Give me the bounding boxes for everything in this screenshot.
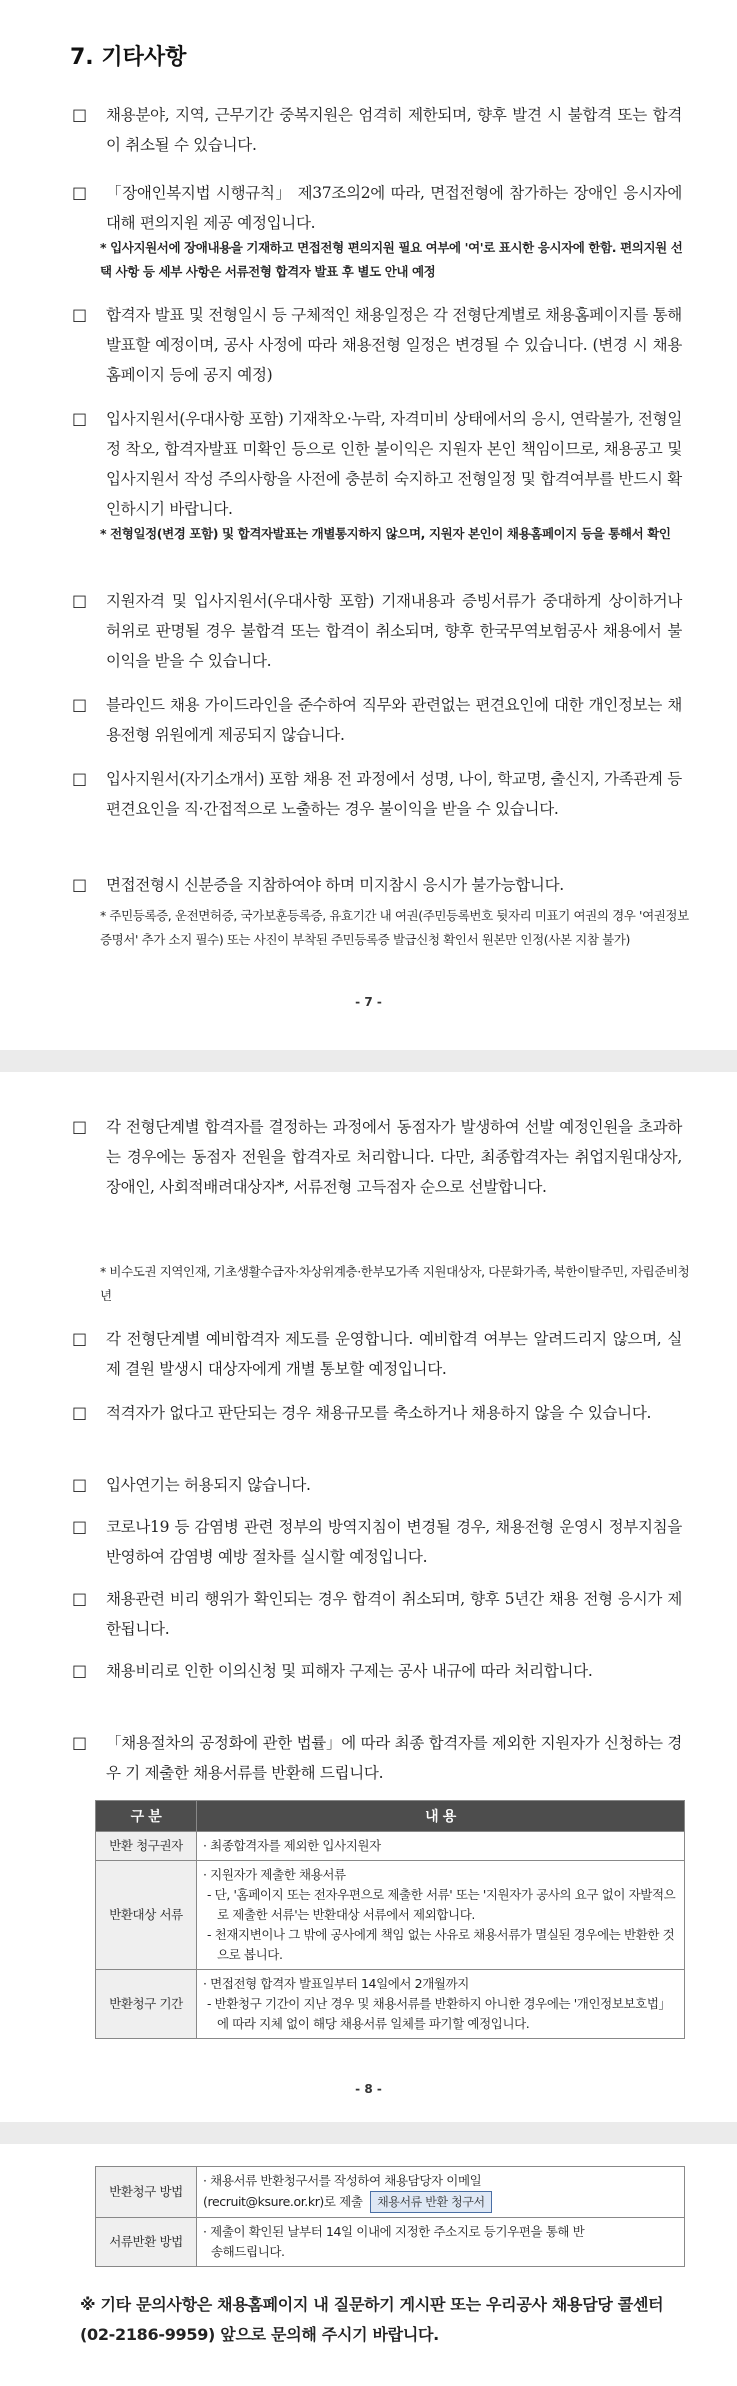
- checkbox-bullet: □: [72, 1117, 87, 1136]
- row-line: · 면접전형 합격자 발표일부터 14일에서 2개월까지: [203, 1976, 469, 1991]
- row-label: 반환 청구권자: [96, 1832, 197, 1861]
- note: * 비수도권 지역인재, 기초생활수급자·차상위계층·한부모가족 지원대상자, 다문화가족, 북한이탈주민, 자립준비청년: [100, 1264, 690, 1303]
- checkbox-bullet: □: [72, 695, 87, 714]
- item-text: 합격자 발표 및 전형일시 등 구체적인 채용일정은 각 전형단계별로 채용홈페이지를 통해 발표할 예정이며, 공사 사정에 따라 채용전형 일정은 변경될 수 있습니다. (변경 시 채용홈페이지 등에 공지 예정): [106, 306, 682, 384]
- note: * 입사지원서에 장애내용을 기재하고 면접전형 편의지원 필요 여부에 '여'로 표시한 응시자에 한함. 편의지원 선택 사항 등 세부 사항은 서류전형 합격자 발표 후 별도 안내 예정: [100, 240, 683, 279]
- table-header-content: 내 용: [197, 1801, 685, 1832]
- checkbox-bullet: □: [72, 769, 87, 788]
- table-header-category: 구 분: [96, 1801, 197, 1832]
- list-item: [72, 1512, 682, 1572]
- list-item: [72, 404, 682, 524]
- item-text: 각 전형단계별 예비합격자 제도를 운영합니다. 예비합격 여부는 알려드리지 않으며, 실제 결원 발생시 대상자에게 개별 통보할 예정입니다.: [106, 1330, 682, 1378]
- checkbox-bullet: □: [72, 1589, 87, 1608]
- item-text: 「장애인복지법 시행규칙」 제37조의2에 따라, 면접전형에 참가하는 장애인 응시자에 대해 편의지원 제공 예정입니다.: [106, 184, 682, 232]
- list-item: [72, 100, 682, 160]
- row-content: [197, 1832, 685, 1861]
- checkbox-bullet: □: [72, 1517, 87, 1536]
- list-item: [72, 1112, 682, 1202]
- row-label: 반환청구 기간: [96, 1970, 197, 2039]
- table-row: [96, 2167, 685, 2218]
- item-text: 지원자격 및 입사지원서(우대사항 포함) 기재내용과 증빙서류가 중대하게 상이하거나 허위로 판명될 경우 불합격 또는 합격이 취소되며, 향후 한국무역보험공사 채용에서 불이익을 받을 수 있습니다.: [106, 592, 682, 670]
- list-item: [72, 178, 682, 238]
- row-line: - 반환청구 기간이 지난 경우 및 채용서류를 반환하지 아니한 경우에는 '개인정보보호법」에 따라 지체 없이 해당 채용서류 일체를 파기할 예정입니다.: [207, 1996, 671, 2031]
- checkbox-bullet: □: [72, 1733, 87, 1752]
- table-row: [96, 1832, 685, 1861]
- row-line: · 지원자가 제출한 채용서류: [203, 1867, 346, 1882]
- page-separator: [0, 2122, 737, 2144]
- list-item: [72, 1398, 682, 1428]
- item-text: 입사지원서(우대사항 포함) 기재착오·누락, 자격미비 상태에서의 응시, 연락불가, 전형일정 착오, 합격자발표 미확인 등으로 인한 불이익은 지원자 본인 책임이므로, 채용공고 및 입사지원서 작성 주의사항을 사전에 충분히 숙지하고 전형일정 및 합격여부를 반드시 확인하시기 바랍니다.: [106, 410, 682, 518]
- item-text: 채용관련 비리 행위가 확인되는 경우 합격이 취소되며, 향후 5년간 채용 전형 응시가 제한됩니다.: [106, 1590, 682, 1638]
- list-item: [72, 586, 682, 676]
- list-item: [72, 300, 682, 390]
- row-line: · 최종합격자를 제외한 입사지원자: [203, 1838, 381, 1853]
- page-7: [0, 0, 737, 1050]
- page-number: - 8 -: [355, 2082, 382, 2096]
- page-8: [0, 1072, 737, 2122]
- item-text: 「채용절차의 공정화에 관한 법률」에 따라 최종 합격자를 제외한 지원자가 신청하는 경우 기 제출한 채용서류를 반환해 드립니다.: [106, 1734, 682, 1782]
- return-method-table: [95, 2166, 685, 2267]
- item-text: 적격자가 없다고 판단되는 경우 채용규모를 축소하거나 채용하지 않을 수 있습니다.: [106, 1404, 652, 1422]
- note: * 전형일정(변경 포함) 및 합격자발표는 개별통지하지 않으며, 지원자 본인이 채용홈페이지 등을 통해서 확인: [100, 526, 671, 541]
- checkbox-bullet: □: [72, 591, 87, 610]
- checkbox-bullet: □: [72, 1403, 87, 1422]
- row-label: 서류반환 방법: [96, 2218, 197, 2267]
- return-request-form-button[interactable]: 채용서류 반환 청구서: [370, 2191, 492, 2213]
- row-line: - 단, '홈페이지 또는 전자우편으로 제출한 서류' 또는 '지원자가 공사의 요구 없이 자발적으로 제출한 서류'는 반환대상 서류에서 제외합니다.: [207, 1887, 676, 1922]
- closing-notice: ※ 기타 문의사항은 채용홈페이지 내 질문하기 게시판 또는 우리공사 채용담당 콜센터(02-2186-9959) 앞으로 문의해 주시기 바랍니다.: [80, 2295, 664, 2344]
- table-row: [96, 2218, 685, 2267]
- list-item: [72, 764, 682, 824]
- section-title: 7. 기타사항: [70, 45, 187, 70]
- item-text: 블라인드 채용 가이드라인을 준수하여 직무와 관련없는 편견요인에 대한 개인정보는 채용전형 위원에게 제공되지 않습니다.: [106, 696, 682, 744]
- row-content: [197, 2167, 685, 2218]
- page-9: [0, 2144, 737, 2386]
- page-separator: [0, 1050, 737, 1072]
- row-line: (recruit@ksure.or.kr)로 제출: [203, 2194, 363, 2209]
- note: * 주민등록증, 운전면허증, 국가보훈등록증, 유효기간 내 여권(주민등록번호 뒷자리 미표기 여권의 경우 '여권정보증명서' 추가 소지 필수) 또는 사진이 부착된 주민등록증 발급신청 확인서 원본만 인정(사본 지참 불가): [100, 908, 689, 947]
- item-text: 입사연기는 허용되지 않습니다.: [106, 1476, 311, 1494]
- list-item: [72, 1470, 682, 1500]
- document-return-table: [95, 1800, 685, 2039]
- row-line: · 채용서류 반환청구서를 작성하여 채용담당자 이메일: [203, 2173, 482, 2188]
- item-text: 채용분야, 지역, 근무기간 중복지원은 엄격히 제한되며, 향후 발견 시 불합격 또는 합격이 취소될 수 있습니다.: [106, 106, 682, 154]
- item-text: 면접전형시 신분증을 지참하여야 하며 미지참시 응시가 불가능합니다.: [106, 876, 564, 894]
- checkbox-bullet: □: [72, 1329, 87, 1348]
- list-item: [72, 1728, 682, 1788]
- page-number: - 7 -: [355, 995, 382, 1009]
- checkbox-bullet: □: [72, 409, 87, 428]
- row-content: [197, 1970, 685, 2039]
- row-line: - 천재지변이나 그 밖에 공사에게 책임 없는 사유로 채용서류가 멸실된 경우에는 반환한 것으로 봅니다.: [207, 1927, 675, 1962]
- row-line: 송해드립니다.: [211, 2244, 285, 2259]
- item-text: 채용비리로 인한 이의신청 및 피해자 구제는 공사 내규에 따라 처리합니다.: [106, 1662, 593, 1680]
- list-item: [72, 1324, 682, 1384]
- checkbox-bullet: □: [72, 105, 87, 124]
- list-item: [72, 1584, 682, 1644]
- checkbox-bullet: □: [72, 1661, 87, 1680]
- list-item: [72, 690, 682, 750]
- item-text: 입사지원서(자기소개서) 포함 채용 전 과정에서 성명, 나이, 학교명, 출신지, 가족관계 등 편견요인을 직·간접적으로 노출하는 경우 불이익을 받을 수 있습니다.: [106, 770, 682, 818]
- row-label: 반환대상 서류: [96, 1861, 197, 1970]
- checkbox-bullet: □: [72, 875, 87, 894]
- checkbox-bullet: □: [72, 1475, 87, 1494]
- row-line: · 제출이 확인된 날부터 14일 이내에 지정한 주소지로 등기우편을 통해 반: [203, 2224, 585, 2239]
- item-text: 각 전형단계별 합격자를 결정하는 과정에서 동점자가 발생하여 선발 예정인원을 초과하는 경우에는 동점자 전원을 합격자로 처리합니다. 다만, 최종합격자는 취업지원대상자, 장애인, 사회적배려대상자*, 서류전형 고득점자 순으로 선발합니다.: [106, 1118, 682, 1196]
- checkbox-bullet: □: [72, 183, 87, 202]
- row-content: [197, 1861, 685, 1970]
- row-content: [197, 2218, 685, 2267]
- row-label: 반환청구 방법: [96, 2167, 197, 2218]
- list-item: [72, 1656, 682, 1686]
- item-text: 코로나19 등 감염병 관련 정부의 방역지침이 변경될 경우, 채용전형 운영시 정부지침을 반영하여 감염병 예방 절차를 실시할 예정입니다.: [106, 1518, 682, 1566]
- checkbox-bullet: □: [72, 305, 87, 324]
- table-row: [96, 1861, 685, 1970]
- table-row: [96, 1970, 685, 2039]
- list-item: [72, 870, 682, 900]
